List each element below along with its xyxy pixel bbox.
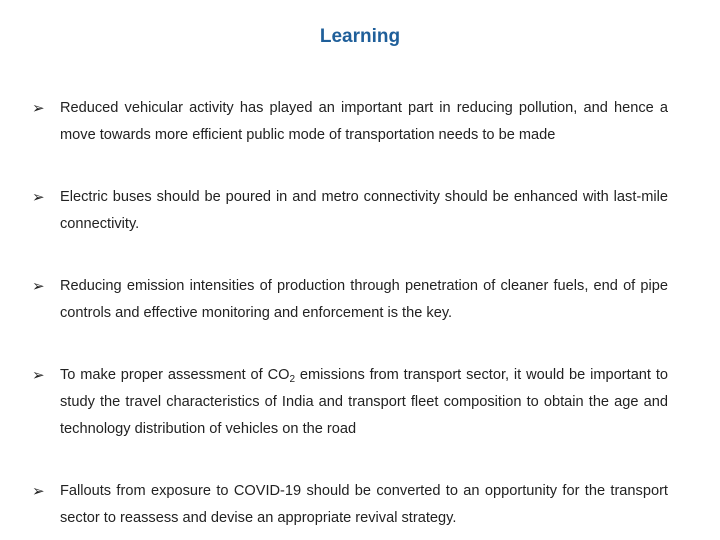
arrow-bullet-icon: ➢ xyxy=(32,483,45,500)
bullet-text: Reduced vehicular activity has played an important part in reducing pollution, and hence a move towards more efficient public mode of transportation needs to be made xyxy=(60,100,668,143)
bullet-text: Fallouts from exposure to COVID-19 should be converted to an opportunity for the transport sector to reassess and devise an appropriate revival strategy. xyxy=(60,483,668,526)
bullet-text-part: emissions from transport sector, it would be important to study the travel characteristics of India and transport fleet composition to obtain the age and technology distribution of vehicles on the road xyxy=(60,367,668,437)
bullet-item-4 xyxy=(32,362,668,443)
bullet-text: Reducing emission intensities of production through penetration of cleaner fuels, end of pipe controls and effective monitoring and enforcement is the key. xyxy=(60,278,668,321)
arrow-bullet-icon: ➢ xyxy=(32,189,45,206)
bullet-text: Electric buses should be poured in and metro connectivity should be enhanced with last-mile connectivity. xyxy=(60,189,668,232)
bullet-text xyxy=(60,362,668,443)
subscript-2: 2 xyxy=(289,374,296,385)
slide-title: Learning xyxy=(319,26,401,47)
bullet-item-2 xyxy=(32,184,668,238)
arrow-bullet-icon: ➢ xyxy=(32,278,45,295)
arrow-bullet-icon: ➢ xyxy=(32,367,45,384)
bullet-item-1 xyxy=(32,95,668,149)
arrow-bullet-icon: ➢ xyxy=(32,100,45,117)
bullet-item-3 xyxy=(32,273,668,327)
bullet-text-part: To make proper assessment of CO xyxy=(60,367,290,383)
bullet-item-5 xyxy=(32,478,668,532)
